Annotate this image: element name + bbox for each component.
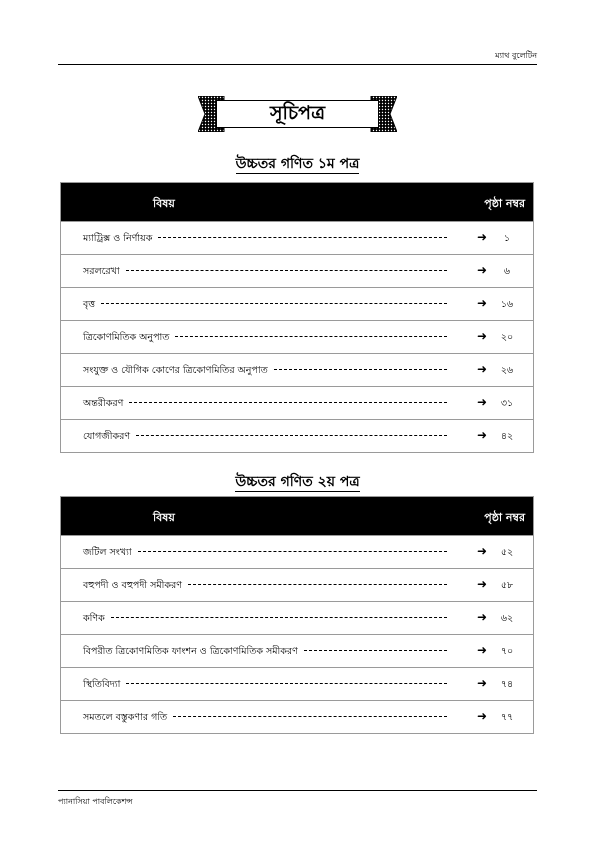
subject-column-header: বিষয় [153, 511, 175, 524]
topic-label: বিপরীত ত্রিকোণমিতিক ফাংশন ও ত্রিকোণমিতিক সমীকরণ [83, 646, 298, 657]
page-number: ৭৪ [500, 679, 514, 690]
page-number: ৫৮ [500, 580, 514, 591]
topic-label: ত্রিকোণমিতিক অনুপাত [83, 332, 170, 343]
table-row [61, 601, 533, 634]
dot-leader [158, 237, 447, 238]
right-arrow-icon: ➜ [476, 428, 487, 442]
page-number: ৩১ [500, 398, 514, 409]
section-heading: উচ্চতর গণিত ১ম পত্র [235, 156, 360, 172]
table-row [61, 320, 533, 353]
page-number: ৬ [503, 266, 511, 277]
toc-table [60, 182, 534, 453]
topic-label: ম্যাট্রিক্স ও নির্ণায়ক [83, 233, 153, 244]
running-head: ম্যাথ বুলেটিন [495, 51, 537, 60]
table-row [61, 700, 533, 733]
page-number: ৪২ [500, 431, 514, 442]
dot-leader [188, 584, 447, 585]
title-banner [198, 96, 397, 132]
dot-leader [136, 435, 447, 436]
table-header [61, 497, 533, 535]
dot-leader [129, 402, 447, 403]
table-row [61, 667, 533, 700]
right-arrow-icon: ➜ [476, 676, 487, 690]
right-arrow-icon: ➜ [476, 362, 487, 376]
table-row [61, 419, 533, 452]
dot-leader [138, 551, 447, 552]
page-column-header: পৃষ্ঠা নম্বর [484, 197, 525, 210]
table-header [61, 183, 533, 221]
topic-label: সংযুক্ত ও যৌগিক কোণের ত্রিকোণমিতির অনুপাত [83, 365, 268, 376]
right-arrow-icon: ➜ [476, 230, 487, 244]
right-arrow-icon: ➜ [476, 643, 487, 657]
right-arrow-icon: ➜ [476, 709, 487, 723]
table-row [61, 353, 533, 386]
table-row [61, 634, 533, 667]
dot-leader [173, 716, 447, 717]
subject-column-header: বিষয় [153, 197, 175, 210]
header-rule [58, 64, 537, 65]
section-heading: উচ্চতর গণিত ২য় পত্র [235, 474, 360, 490]
page-number: ২৬ [500, 365, 514, 376]
page-column-header: পৃষ্ঠা নম্বর [484, 511, 525, 524]
topic-label: সমতলে বস্তুকণার গতি [83, 712, 168, 723]
dot-leader [111, 617, 447, 618]
table-row [61, 254, 533, 287]
right-arrow-icon: ➜ [476, 544, 487, 558]
dot-leader [101, 303, 447, 304]
topic-label: যোগজীকরণ [83, 431, 131, 442]
dot-leader [126, 270, 447, 271]
right-arrow-icon: ➜ [476, 296, 487, 310]
topic-label: বৃত্ত [83, 299, 96, 310]
table-row [61, 535, 533, 568]
page-number: ৫২ [500, 547, 514, 558]
table-row [61, 386, 533, 419]
topic-label: অন্তরীকরণ [83, 398, 124, 409]
right-arrow-icon: ➜ [476, 577, 487, 591]
page-title: সূচিপত্র [216, 100, 379, 128]
page-number: ৭০ [500, 646, 514, 657]
table-row [61, 221, 533, 254]
table-row [61, 287, 533, 320]
table-row [61, 568, 533, 601]
page-number: ২০ [500, 332, 514, 343]
page-number: ৬২ [500, 613, 514, 624]
right-arrow-icon: ➜ [476, 395, 487, 409]
toc-table [60, 496, 534, 734]
right-arrow-icon: ➜ [476, 610, 487, 624]
topic-label: স্থিতিবিদ্যা [83, 679, 121, 690]
topic-label: বহুপদী ও বহুপদী সমীকরণ [83, 580, 182, 591]
topic-label: কণিক [83, 613, 105, 624]
table-body [61, 535, 533, 733]
dot-leader [274, 369, 447, 370]
dot-leader [304, 650, 447, 651]
footer-rule [58, 790, 537, 791]
page-number: ৭৭ [500, 712, 514, 723]
right-arrow-icon: ➜ [476, 329, 487, 343]
page-number: ১৬ [500, 299, 514, 310]
topic-label: জটিল সংখ্যা [83, 547, 132, 558]
table-body [61, 221, 533, 452]
dot-leader [126, 683, 447, 684]
publisher-name: প্যানাসিয়া পাবলিকেশন্স [58, 797, 133, 806]
right-arrow-icon: ➜ [476, 263, 487, 277]
topic-label: সরলরেখা [83, 266, 120, 277]
dot-leader [175, 336, 447, 337]
page-number: ১ [503, 233, 511, 244]
